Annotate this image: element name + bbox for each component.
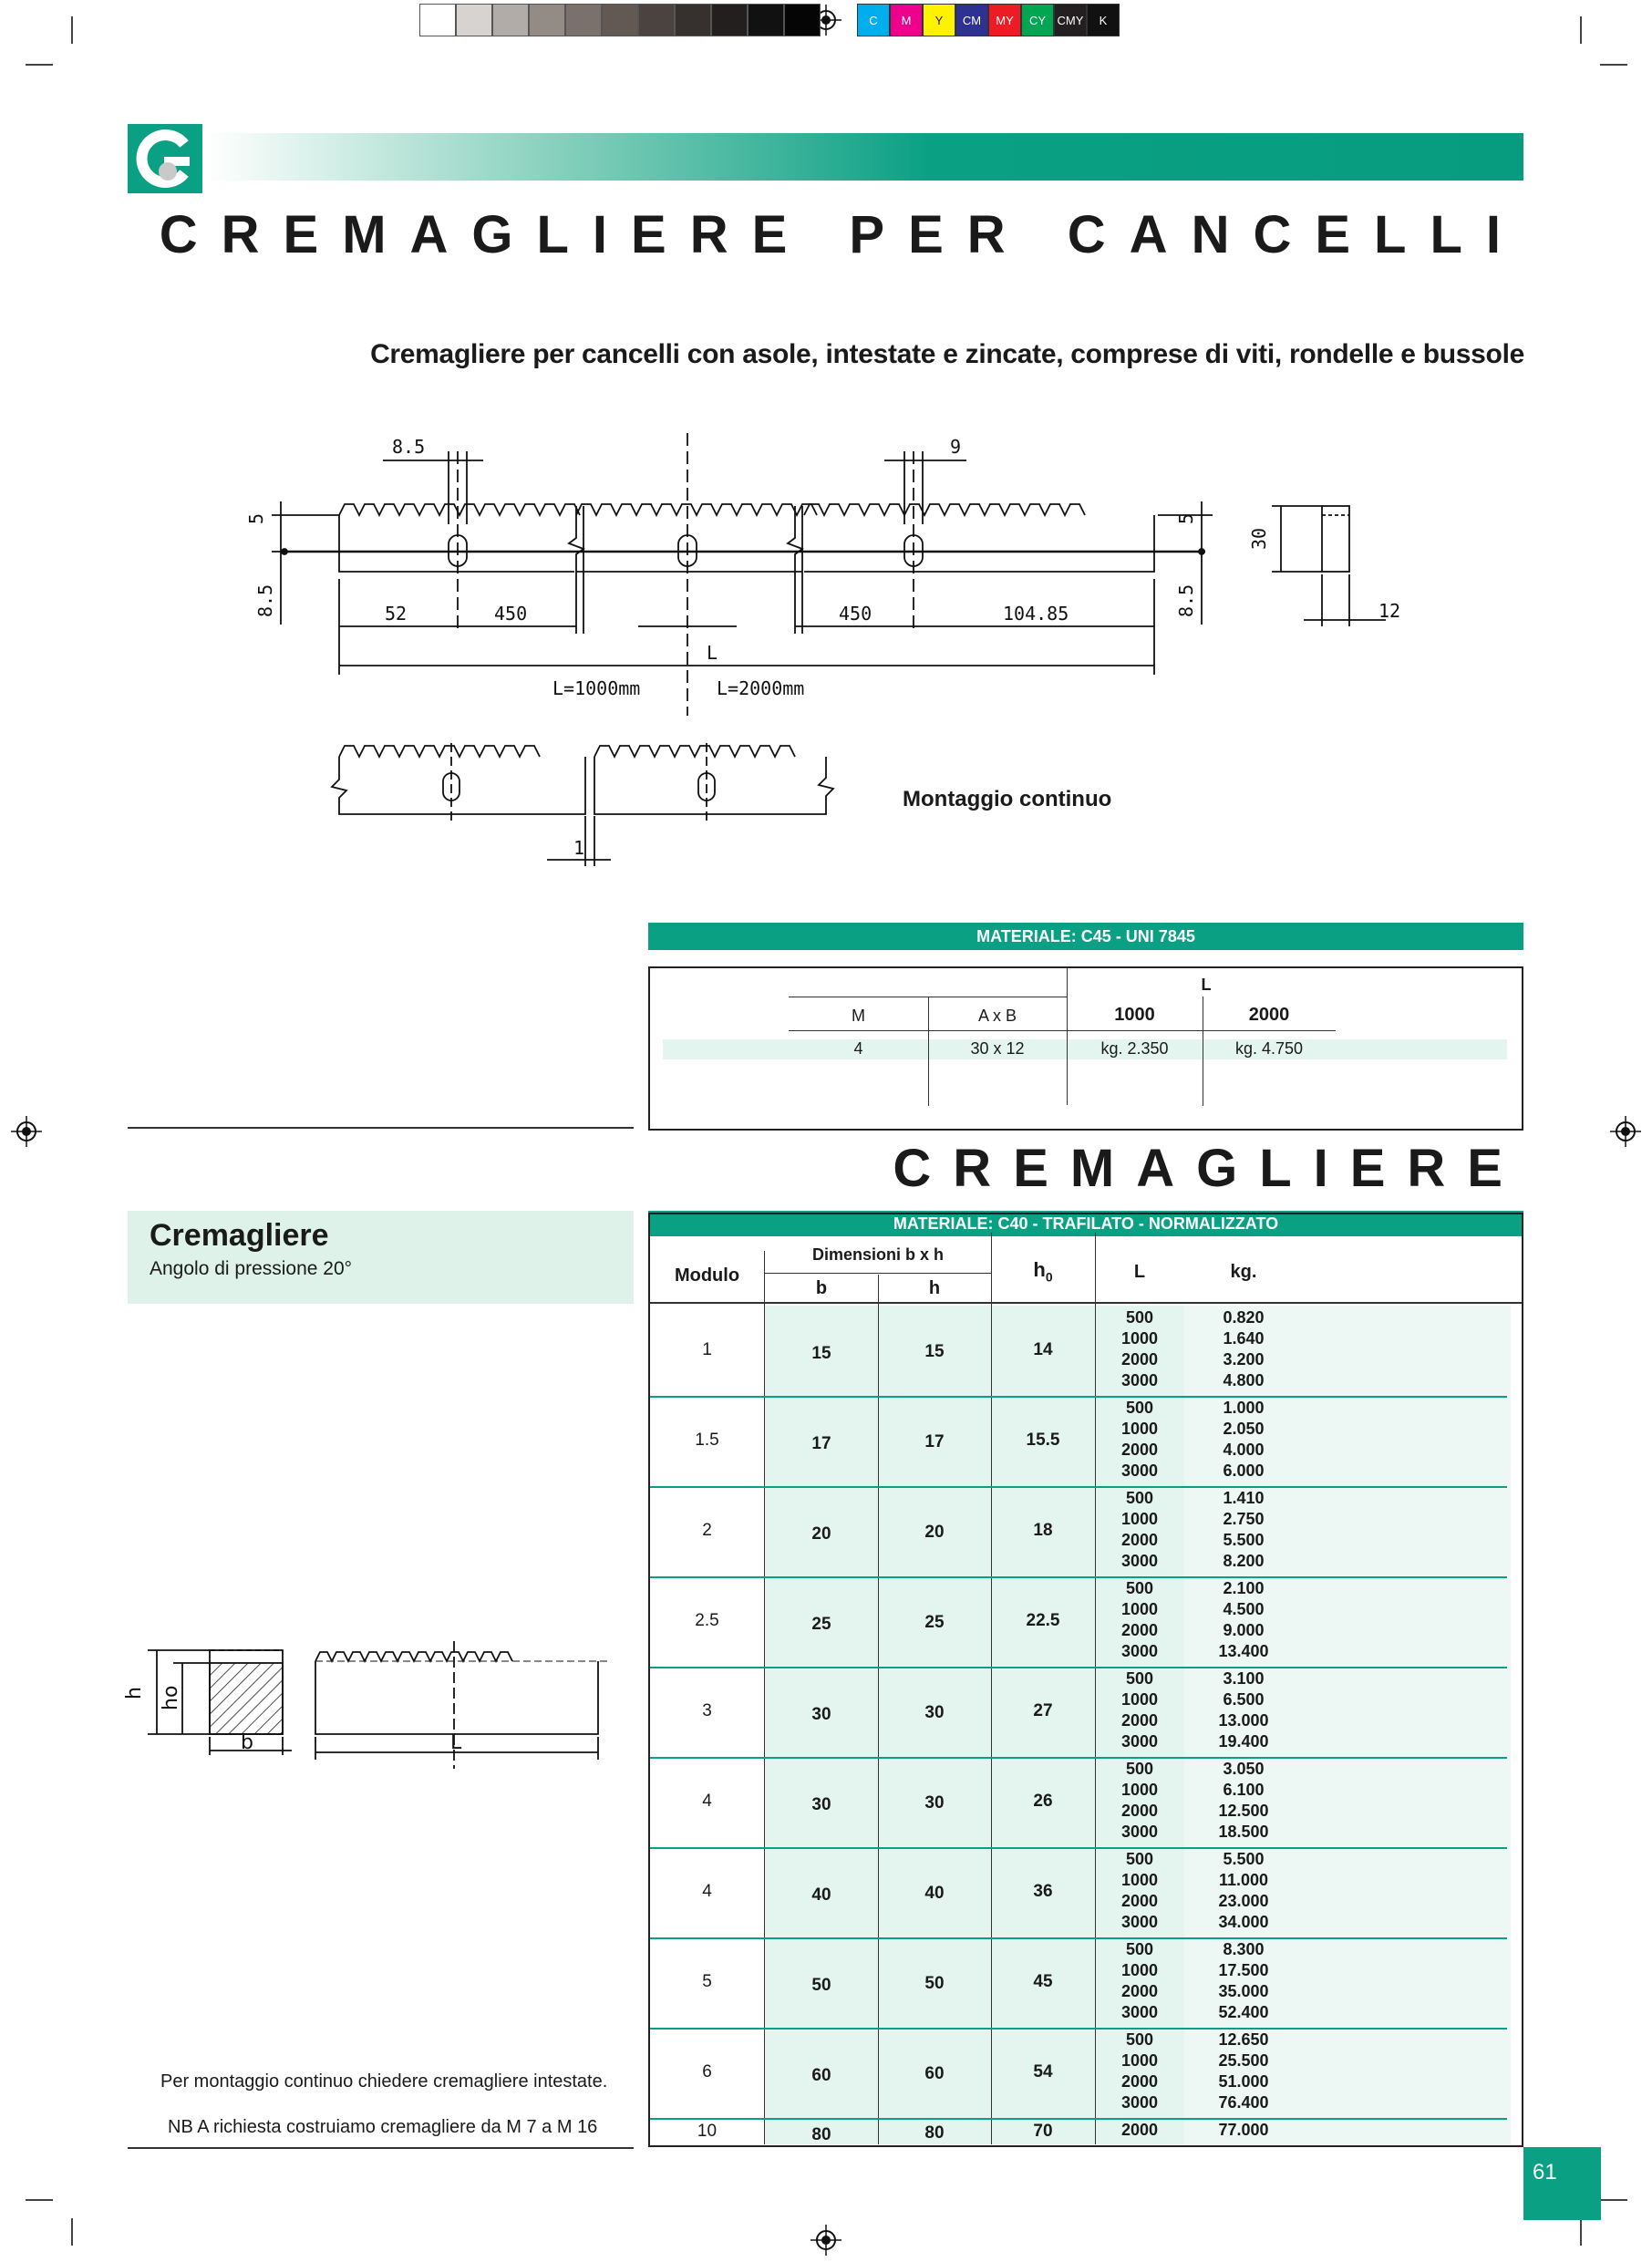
cell-modulo: 3	[702, 1701, 712, 1720]
cell-weight: 1.000 2.050 4.000 6.000	[1223, 1399, 1265, 1480]
table-row	[650, 1398, 1507, 1488]
cell-h: 80	[924, 2123, 945, 2143]
table-cell: 30 x 12	[970, 1039, 1025, 1058]
dim-label: 12	[1378, 600, 1401, 622]
cell-h: 50	[924, 1974, 945, 1993]
cell-modulo: 2	[702, 1521, 712, 1540]
cell-b: 30	[811, 1705, 831, 1724]
section-title: CREMAGLIERE	[893, 1139, 1524, 1198]
dim-label: 8.5	[392, 436, 426, 458]
dim-label: L=1000mm	[552, 677, 641, 699]
cell-modulo: 6	[702, 2062, 712, 2081]
crop-mark	[26, 2199, 53, 2201]
cell-h: 30	[924, 1793, 945, 1813]
table-cell: kg. 2.350	[1100, 1039, 1169, 1058]
page-number: 61	[1523, 2147, 1601, 2220]
registration-mark-icon	[1610, 1116, 1641, 1147]
header-dimensioni: Dimensioni b x h	[811, 1245, 945, 1264]
dim-label: 8.5	[254, 584, 276, 617]
crop-mark	[1580, 2218, 1582, 2246]
table-header: A x B	[977, 1007, 1017, 1025]
dim-label: 104.85	[1003, 603, 1069, 625]
dim-label: 52	[385, 603, 408, 625]
dim-label: L=2000mm	[717, 677, 805, 699]
page-title: CREMAGLIERE PER CANCELLI	[159, 205, 1524, 264]
dim-label: 8.5	[1175, 584, 1197, 617]
crop-mark	[26, 64, 53, 66]
cell-h: 20	[924, 1523, 945, 1542]
cell-weight: 1.410 2.750 5.500 8.200	[1223, 1489, 1265, 1570]
page-subtitle: Cremagliere per cancelli con asole, intestate e zincate, comprese di viti, rondelle e bussole	[370, 339, 1524, 369]
table-cell: kg. 4.750	[1234, 1039, 1304, 1058]
cell-h: 40	[924, 1884, 945, 1903]
cell-length: 2000	[1120, 2121, 1159, 2139]
cell-h0: 45	[1033, 1972, 1053, 1991]
header-modulo: Modulo	[674, 1265, 740, 1286]
dim-label: L	[707, 642, 718, 664]
cell-modulo: 1	[702, 1340, 712, 1359]
header-h0-sub: 0	[1045, 1269, 1053, 1285]
table-row	[650, 1307, 1507, 1398]
crop-mark	[1580, 16, 1582, 44]
registration-mark-icon	[11, 1116, 42, 1147]
table-row	[650, 1668, 1507, 1759]
montaggio-label: Montaggio continuo	[903, 787, 1112, 811]
note-montaggio: Per montaggio continuo chiedere cremagliere intestate.	[160, 2071, 608, 2092]
cmyk-swatch: M	[890, 4, 923, 36]
header-h0-main: h	[1033, 1258, 1046, 1281]
cell-b: 17	[811, 1434, 831, 1453]
cell-length: 500 1000 2000 3000	[1120, 1489, 1159, 1570]
cell-h: 60	[924, 2064, 945, 2083]
cell-h0: 14	[1033, 1340, 1053, 1359]
cell-h0: 70	[1033, 2122, 1053, 2141]
table-row	[650, 1849, 1507, 1939]
cell-h0: 26	[1033, 1792, 1053, 1811]
crop-mark	[1600, 64, 1627, 66]
gate-rack-drawing	[237, 415, 1440, 889]
box-subtitle: Angolo di pressione 20°	[150, 1258, 353, 1279]
cell-b: 80	[811, 2125, 831, 2144]
crop-mark	[71, 2218, 73, 2246]
box-title: Cremagliere	[150, 1218, 329, 1253]
cell-h0: 54	[1033, 2062, 1053, 2081]
table-row	[650, 2120, 1507, 2147]
cell-h0: 15.5	[1026, 1431, 1060, 1450]
cell-modulo: 2.5	[695, 1611, 719, 1630]
table-header: 1000	[1114, 1005, 1155, 1025]
cell-length: 500 1000 2000 3000	[1120, 1669, 1159, 1751]
dim-label: 1	[573, 837, 585, 859]
cell-length: 500 1000 2000 3000	[1120, 1308, 1159, 1389]
header-l: L	[1133, 1262, 1146, 1282]
cell-b: 60	[811, 2066, 831, 2085]
table-cell: 4	[853, 1039, 863, 1058]
cell-weight: 77.000	[1218, 2121, 1269, 2139]
cmyk-swatch: CY	[1021, 4, 1054, 36]
cell-h: 15	[924, 1342, 945, 1361]
cell-weight: 12.650 25.500 51.000 76.400	[1218, 2030, 1269, 2112]
table-header: M	[852, 1007, 865, 1025]
cell-h: 17	[924, 1432, 945, 1451]
header-banner	[206, 133, 1523, 181]
cell-b: 30	[811, 1795, 831, 1814]
cell-weight: 0.820 1.640 3.200 4.800	[1223, 1308, 1265, 1389]
rack-section-drawing	[123, 1632, 611, 1769]
cmyk-swatch: Y	[923, 4, 955, 36]
cell-modulo: 5	[702, 1972, 712, 1991]
cell-weight: 3.050 6.100 12.500 18.500	[1218, 1760, 1269, 1841]
dim-label: h	[123, 1687, 146, 1699]
table-header-l: L	[1201, 976, 1212, 994]
table-row	[650, 1488, 1507, 1578]
cell-weight: 5.500 11.000 23.000 34.000	[1218, 1850, 1269, 1931]
header-kg: kg.	[1230, 1262, 1257, 1282]
cmyk-swatches	[857, 4, 1120, 36]
cell-weight: 2.100 4.500 9.000 13.400	[1218, 1579, 1269, 1660]
company-logo	[128, 124, 202, 193]
dim-label: 5	[245, 512, 267, 524]
divider	[128, 1127, 634, 1129]
cell-modulo: 4	[702, 1792, 712, 1811]
crop-mark	[71, 16, 73, 44]
dim-label: 450	[839, 603, 872, 625]
cell-h0: 18	[1033, 1521, 1053, 1540]
dim-label: L	[450, 1731, 462, 1754]
crop-mark	[1600, 2199, 1627, 2201]
cell-b: 40	[811, 1885, 831, 1905]
dim-label: 9	[950, 436, 962, 458]
cell-weight: 3.100 6.500 13.000 19.400	[1218, 1669, 1269, 1751]
cell-length: 500 1000 2000 3000	[1120, 1760, 1159, 1841]
registration-mark-icon	[811, 2225, 841, 2256]
cell-modulo: 10	[697, 2122, 718, 2141]
cell-modulo: 1.5	[695, 1431, 719, 1450]
cell-length: 500 1000 2000 3000	[1120, 1940, 1159, 2021]
cmyk-swatch: MY	[988, 4, 1021, 36]
cell-b: 25	[811, 1615, 831, 1634]
cmyk-swatch: C	[857, 4, 890, 36]
cremagliere-info-box	[128, 1211, 634, 1304]
note-nb: NB A richiesta costruiamo cremagliere da M 7 a M 16	[168, 2117, 598, 2137]
header-b: b	[815, 1278, 828, 1298]
table-row	[650, 2030, 1507, 2120]
cell-h0: 27	[1033, 1701, 1053, 1720]
table-row	[650, 1578, 1507, 1668]
dim-label: 450	[494, 603, 528, 625]
material-bar-c40: MATERIALE: C40 - TRAFILATO - NORMALIZZATO	[648, 1211, 1523, 1236]
cell-modulo: 4	[702, 1882, 712, 1901]
divider	[128, 2147, 634, 2149]
material-bar-c45: MATERIALE: C45 - UNI 7845	[648, 923, 1523, 950]
dim-label: 30	[1248, 527, 1270, 550]
table-row	[650, 1939, 1507, 2030]
cell-h0: 22.5	[1026, 1611, 1060, 1630]
header-h0	[991, 1258, 1095, 1284]
table-row	[650, 1759, 1507, 1849]
cmyk-swatch: CM	[955, 4, 988, 36]
cmyk-swatch: CMY	[1054, 4, 1087, 36]
dim-label: 5	[1175, 512, 1197, 524]
cell-b: 50	[811, 1976, 831, 1995]
dim-label: b	[241, 1731, 253, 1754]
cell-b: 15	[811, 1344, 831, 1363]
cell-weight: 8.300 17.500 35.000 52.400	[1218, 1940, 1269, 2021]
cell-length: 500 1000 2000 3000	[1120, 1399, 1159, 1480]
material-table-c45	[648, 966, 1523, 1131]
header-h: h	[928, 1278, 941, 1298]
printer-color-bar	[419, 4, 1108, 36]
cmyk-swatch: K	[1087, 4, 1120, 36]
cell-h: 30	[924, 1703, 945, 1722]
material-table-c40	[648, 1213, 1523, 2147]
cell-length: 500 1000 2000 3000	[1120, 1579, 1159, 1660]
cell-h0: 36	[1033, 1882, 1053, 1901]
dim-label: ho	[160, 1685, 182, 1710]
cell-h: 25	[924, 1613, 945, 1632]
cell-length: 500 1000 2000 3000	[1120, 1850, 1159, 1931]
cell-b: 20	[811, 1524, 831, 1544]
table-header: 2000	[1248, 1005, 1290, 1025]
cell-length: 500 1000 2000 3000	[1120, 2030, 1159, 2112]
